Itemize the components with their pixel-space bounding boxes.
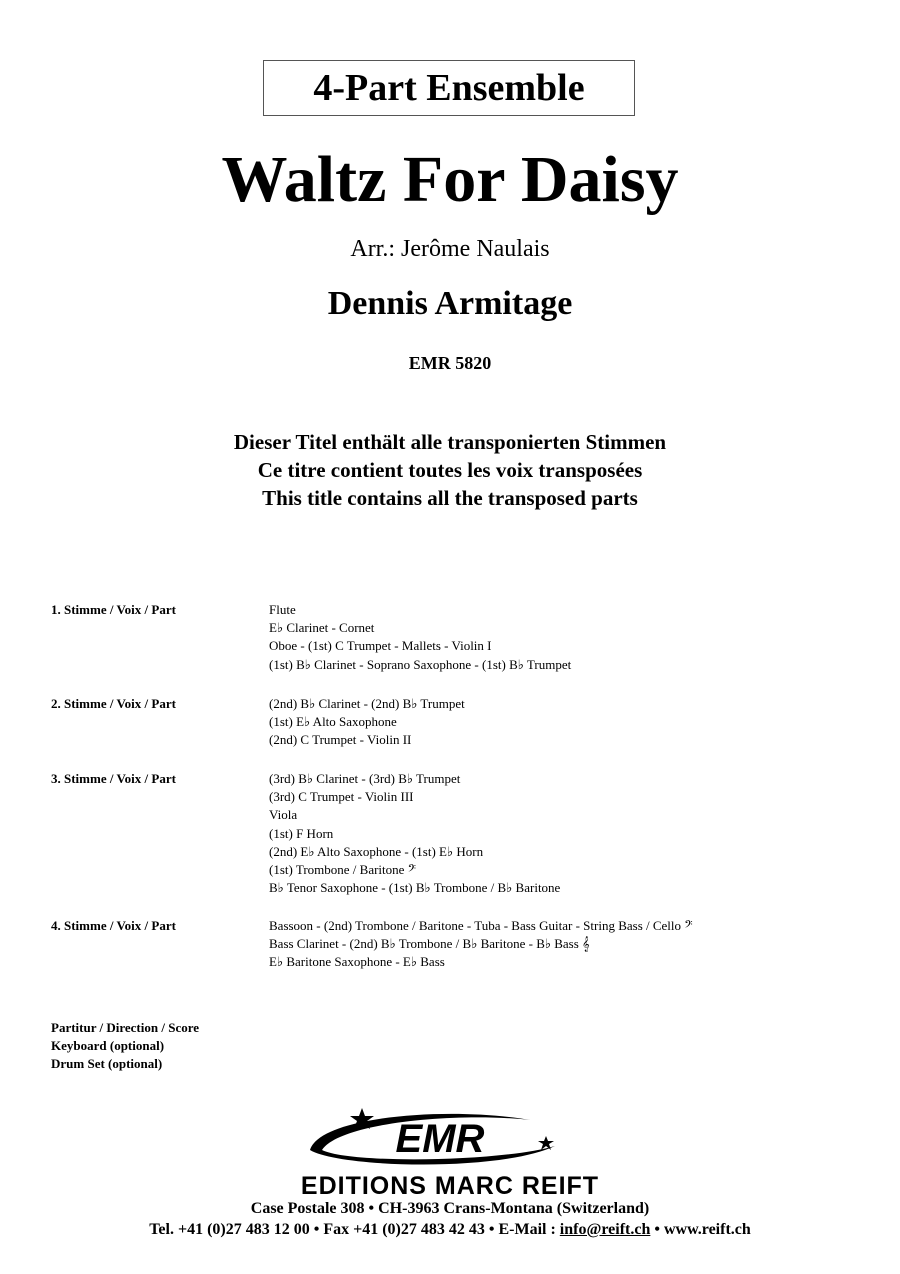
email-link[interactable]: info@reift.ch: [559, 1221, 651, 1238]
publisher-name: EDITIONS MARC REIFT: [300, 1172, 600, 1200]
extra-score: Partitur / Direction / Score: [51, 1020, 200, 1035]
ensemble-box: [263, 60, 635, 116]
ensemble-label: 4-Part Ensemble: [313, 67, 585, 109]
instrument-line: Bass Clarinet - (2nd) B♭ Trombone / B♭ Baritone - B♭ Bass 𝄞: [269, 936, 590, 952]
emr-logo: [300, 1106, 565, 1172]
part-2-instruments: [269, 695, 465, 750]
website[interactable]: • www.reift.ch: [650, 1221, 751, 1238]
part-1-instruments: [269, 601, 571, 674]
instrument-line: Flute: [269, 602, 296, 617]
contains-english: This title contains all the transposed parts: [262, 486, 638, 510]
contains-german: Dieser Titel enthält alle transponierten Stimmen: [233, 430, 667, 454]
arranger: Arr.: Jerôme Naulais: [350, 236, 550, 262]
instrument-line: Oboe - (1st) C Trumpet - Mallets - Violin I: [269, 638, 492, 654]
instrument-line: (3rd) C Trumpet - Violin III: [269, 789, 414, 805]
instrument-line: Viola: [269, 807, 298, 823]
publisher-contact: [0, 1220, 900, 1240]
star-icon: [538, 1136, 554, 1150]
instrument-line: E♭ Clarinet - Cornet: [269, 620, 375, 636]
part-2-label: 2. Stimme / Voix / Part: [51, 696, 176, 711]
contains-french: Ce titre contient toutes les voix transposées: [257, 458, 643, 482]
part-4-label: 4. Stimme / Voix / Part: [51, 918, 176, 933]
part-3-label: 3. Stimme / Voix / Part: [51, 771, 176, 786]
instrument-line: B♭ Tenor Saxophone - (1st) B♭ Trombone / B♭ Baritone: [269, 880, 561, 896]
instrument-line: (2nd) B♭ Clarinet - (2nd) B♭ Trumpet: [269, 696, 465, 711]
instrument-line: (1st) Trombone / Baritone 𝄢: [269, 862, 417, 878]
instrument-line: (1st) F Horn: [269, 825, 334, 841]
instrument-line: (2nd) C Trumpet - Violin II: [269, 732, 412, 748]
composer: Dennis Armitage: [327, 285, 573, 322]
instrument-line: (3rd) B♭ Clarinet - (3rd) B♭ Trumpet: [269, 771, 461, 786]
instrument-line: (1st) E♭ Alto Saxophone: [269, 714, 397, 730]
piece-title: Waltz For Daisy: [221, 143, 679, 216]
part-1-label: 1. Stimme / Voix / Part: [51, 602, 176, 617]
part-3-instruments: [269, 770, 560, 897]
extra-drums: Drum Set (optional): [51, 1056, 163, 1071]
publisher-address: Case Postale 308 • CH-3963 Crans-Montana (Switzerland): [250, 1200, 650, 1217]
instrument-line: E♭ Baritone Saxophone - E♭ Bass: [269, 954, 445, 970]
extra-keyboard: Keyboard (optional): [51, 1038, 165, 1053]
instrument-line: (2nd) E♭ Alto Saxophone - (1st) E♭ Horn: [269, 843, 484, 859]
instrument-line: Bassoon - (2nd) Trombone / Baritone - Tuba - Bass Guitar - String Bass / Cello 𝄢: [269, 918, 693, 933]
phone-fax: Tel. +41 (0)27 483 12 00 • Fax +41 (0)27 483 42 43 • E-Mail :: [149, 1221, 560, 1238]
instrument-line: (1st) B♭ Clarinet - Soprano Saxophone - (1st) B♭ Trumpet: [269, 656, 572, 672]
logo-text: EMR: [395, 1117, 485, 1161]
catalog-number: EMR 5820: [408, 353, 492, 373]
part-4-instruments: [269, 917, 693, 972]
